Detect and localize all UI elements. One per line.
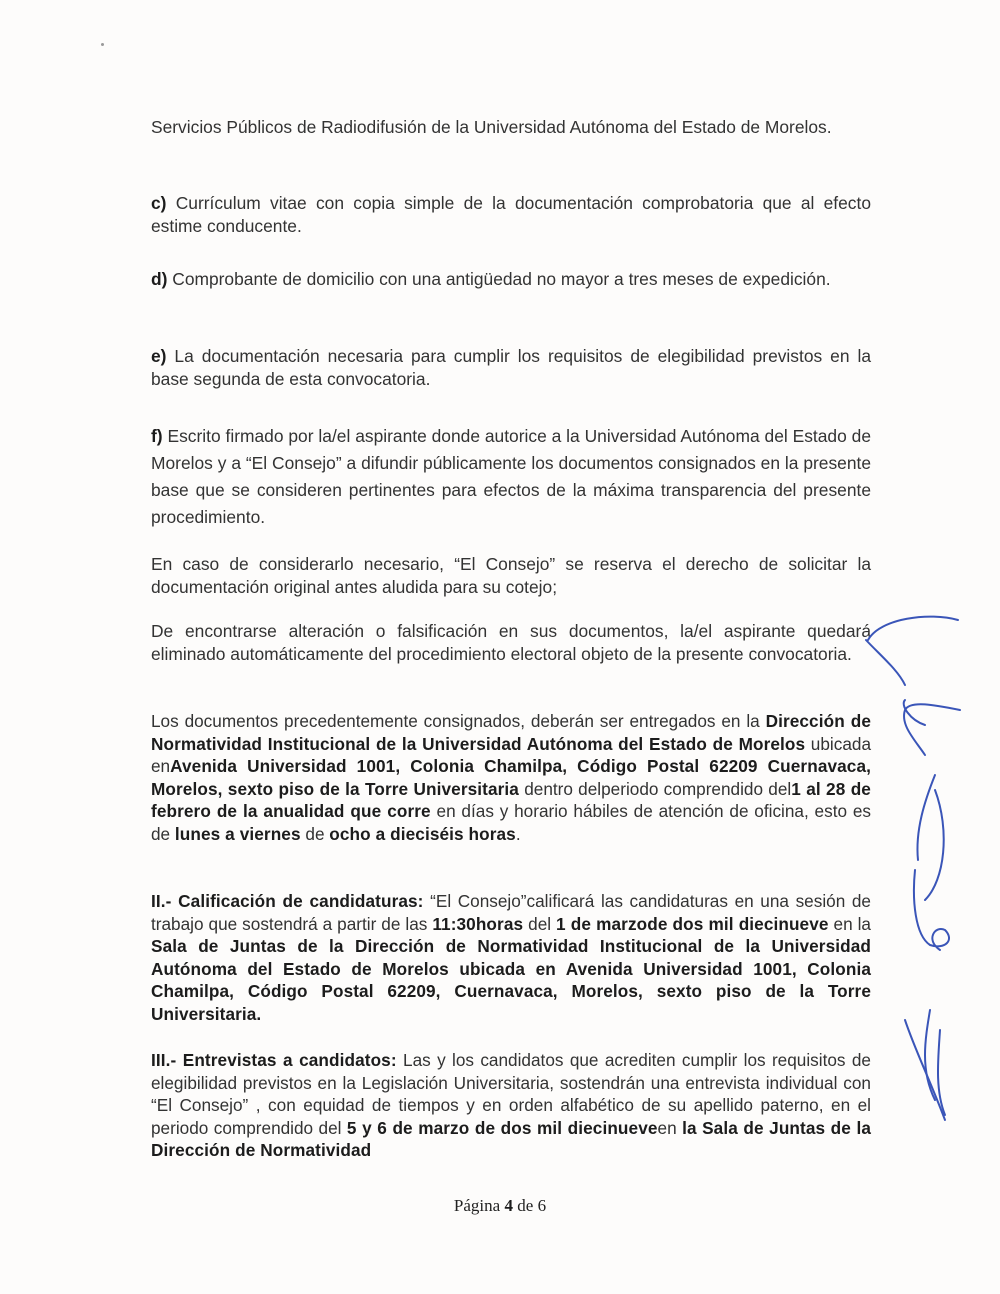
bold-run: Dirección de Normatividad Institucional de la Universidad Autónoma del Estado de Morelos: [151, 711, 872, 754]
text-run: “El Consejo”calificará las candidaturas en una sesión de trabajo que sostendrá a partir de las: [151, 891, 871, 934]
bold-run: 1 al 28 de febrero de la anualidad que corre: [151, 778, 871, 822]
item-text: Comprobante de domicilio con una antigüedad no mayor a tres meses de expedición.: [167, 269, 831, 289]
item-e: [151, 345, 871, 391]
text-run: dentro delperiodo comprendido del: [518, 778, 792, 799]
paragraph-text: De encontrarse alteración o falsificación en sus documentos, la/el aspirante quedará eliminado automáticamente del procedimiento electoral objeto de la presente convocatoria.: [151, 621, 871, 664]
paragraph-text: En caso de considerarlo necesario, “El Consejo” se reserva el derecho de solicitar la documentación original antes aludida para su cotejo;: [151, 554, 871, 597]
section-heading: III.- Entrevistas a candidatos:: [151, 1050, 397, 1070]
text-run: de: [300, 823, 330, 844]
section-heading: II.- Calificación de candidaturas:: [151, 891, 424, 911]
text-run: en: [657, 1117, 683, 1138]
bold-run: 1 de marzode dos mil diecinueve: [556, 913, 829, 934]
text-run: Las y los candidatos que acrediten cumplir los requisitos de elegibilidad previstos en la Legislación Universitaria, sostendrán una entrevista individual con “El Consejo” , con equidad de tiempos y en orden alfabético de su apellido paterno, en el periodo comprendido del: [151, 1050, 871, 1138]
page-footer: [0, 1196, 1000, 1216]
item-f: [151, 423, 871, 531]
paragraph-cotejo: [151, 553, 871, 599]
section-entrevistas: [151, 1049, 871, 1162]
section-calificacion: [151, 890, 871, 1026]
bold-run: Sala de Juntas de la Dirección de Normatividad Institucional de la Universidad Autónoma del Estado de Morelos ubicada en Avenida Universidad 1001, Colonia Chamilpa, Código Postal 62209, Cuernavaca, Morelos, sexto piso de la Torre Universitaria.: [151, 936, 871, 1024]
text-run: Los documentos precedentemente consignados, deberán ser entregados en la: [151, 711, 766, 731]
footer-label: de: [513, 1196, 538, 1215]
item-d: [151, 268, 871, 291]
item-text: La documentación necesaria para cumplir los requisitos de elegibilidad previstos en la base segunda de esta convocatoria.: [151, 346, 871, 389]
text-run: ubicada en: [151, 733, 871, 777]
item-c: [151, 192, 871, 238]
item-label: d): [151, 269, 168, 289]
text-run: del: [523, 913, 557, 934]
item-label: f): [151, 426, 163, 446]
bold-run: Avenida Universidad 1001, Colonia Chamilpa, Código Postal 62209 Cuernavaca, Morelos, sexto piso de la Torre Universitaria: [151, 756, 871, 799]
paragraph-continuation: [151, 116, 871, 139]
item-text: Currículum vitae con copia simple de la documentación comprobatoria que al efecto estime conducente.: [151, 193, 871, 236]
paragraph-falsificacion: [151, 620, 871, 666]
bold-run: 5 y 6 de marzo de dos mil diecinueve: [346, 1117, 658, 1138]
item-label: c): [151, 193, 167, 213]
footer-page-number: 4: [504, 1196, 514, 1215]
paragraph-entrega: [151, 710, 871, 846]
bold-run: la Sala de Juntas de la Dirección de Normatividad: [151, 1117, 871, 1161]
text-run: en días y horario hábiles de atención de oficina, esto es de: [151, 801, 872, 844]
text-run: en la: [828, 913, 871, 934]
item-text: Escrito firmado por la/el aspirante donde autorice a la Universidad Autónoma del Estado de Morelos y a “El Consejo” a difundir públicamente los documentos consignados en la presente base que se consideren pertinentes para efectos de la máxima transparencia del presente procedimiento.: [151, 426, 871, 527]
paragraph-text: Servicios Públicos de Radiodifusión de la Universidad Autónoma del Estado de Morelos.: [151, 117, 832, 137]
bold-run: lunes a viernes: [174, 823, 301, 844]
text-run: .: [515, 823, 521, 844]
scan-speck: [101, 43, 104, 46]
item-label: e): [151, 346, 167, 366]
bold-run: 11:30horas: [432, 913, 524, 934]
footer-page-total: 6: [537, 1196, 547, 1215]
bold-run: ocho a dieciséis horas: [329, 823, 516, 844]
footer-label: Página: [453, 1196, 505, 1215]
